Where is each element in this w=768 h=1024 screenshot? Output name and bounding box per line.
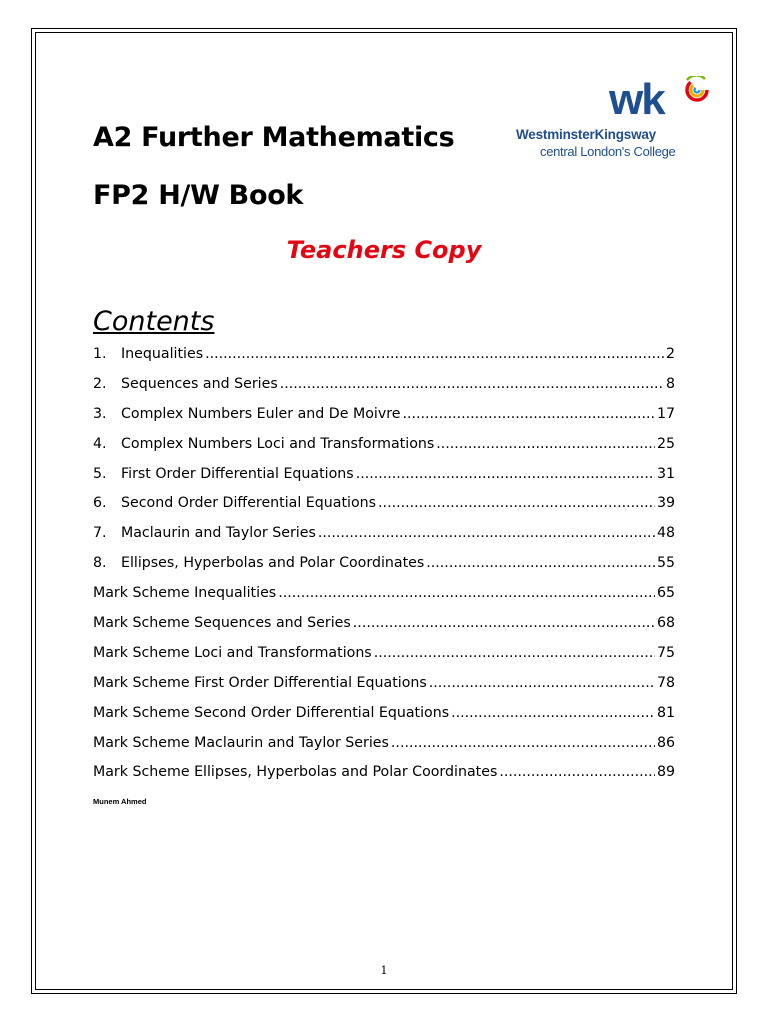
toc-entry-label[interactable]: Inequalities bbox=[121, 346, 204, 362]
toc-entry-label[interactable]: Mark Scheme First Order Differential Equations bbox=[93, 674, 427, 691]
college-name: WestminsterKingsway bbox=[516, 127, 656, 142]
logo-mark-text: wk bbox=[609, 76, 664, 120]
toc-leader-dots bbox=[426, 555, 655, 571]
toc-entry[interactable] bbox=[93, 406, 675, 436]
toc-leader-dots bbox=[378, 495, 655, 511]
toc-leader-dots bbox=[374, 645, 655, 661]
table-of-contents bbox=[93, 346, 675, 794]
toc-leader-dots bbox=[451, 705, 655, 721]
toc-entry-label[interactable]: First Order Differential Equations bbox=[121, 465, 354, 482]
toc-leader-dots bbox=[402, 406, 654, 422]
toc-entry-page[interactable]: 31 bbox=[656, 465, 675, 482]
toc-entry[interactable] bbox=[93, 555, 675, 585]
toc-entry-label[interactable]: Second Order Differential Equations bbox=[121, 495, 377, 512]
toc-entry-label[interactable]: Complex Numbers Euler and De Moivre bbox=[121, 405, 401, 422]
toc-entry-number: 5. bbox=[93, 465, 107, 482]
toc-entry-label[interactable]: Sequences and Series bbox=[121, 375, 278, 392]
toc-leader-dots bbox=[429, 675, 655, 691]
toc-entry[interactable] bbox=[93, 735, 675, 765]
toc-entry[interactable] bbox=[93, 615, 675, 645]
toc-entry-number: 4. bbox=[93, 435, 107, 452]
toc-entry-number: 7. bbox=[93, 525, 107, 542]
toc-entry-page[interactable]: 17 bbox=[656, 405, 675, 422]
toc-entry-page[interactable]: 75 bbox=[656, 644, 675, 661]
wkc-logo-mark bbox=[609, 76, 719, 120]
toc-entry[interactable] bbox=[93, 525, 675, 555]
contents-heading: Contents bbox=[93, 306, 215, 337]
toc-entry[interactable] bbox=[93, 705, 675, 735]
toc-entry-label[interactable]: Ellipses, Hyperbolas and Polar Coordinates bbox=[121, 555, 425, 572]
toc-entry-page[interactable]: 86 bbox=[656, 734, 675, 751]
toc-entry-page[interactable]: 2 bbox=[665, 346, 675, 362]
toc-entry-label[interactable]: Complex Numbers Loci and Transformations bbox=[121, 435, 435, 452]
toc-entry[interactable] bbox=[93, 466, 675, 496]
page-number: 1 bbox=[380, 964, 388, 977]
toc-entry-label[interactable]: Mark Scheme Inequalities bbox=[93, 585, 277, 602]
college-tagline: central London's College bbox=[540, 144, 676, 159]
toc-entry-page[interactable]: 48 bbox=[656, 525, 675, 542]
toc-leader-dots bbox=[280, 376, 664, 392]
toc-entry[interactable] bbox=[93, 764, 675, 794]
toc-leader-dots bbox=[499, 764, 655, 780]
toc-entry-page[interactable]: 89 bbox=[656, 764, 675, 781]
author-name: Munem Ahmed bbox=[93, 797, 147, 806]
toc-entry-number: 3. bbox=[93, 405, 107, 422]
toc-entry-page[interactable]: 68 bbox=[656, 615, 675, 632]
toc-entry-page[interactable]: 81 bbox=[656, 704, 675, 721]
toc-entry-label[interactable]: Mark Scheme Second Order Differential Equations bbox=[93, 704, 450, 721]
college-logo bbox=[514, 76, 690, 162]
toc-entry[interactable] bbox=[93, 585, 675, 615]
toc-entry[interactable] bbox=[93, 436, 675, 466]
toc-leader-dots bbox=[318, 525, 655, 541]
toc-entry-label[interactable]: Mark Scheme Ellipses, Hyperbolas and Polar Coordinates bbox=[93, 764, 498, 781]
toc-entry[interactable] bbox=[93, 376, 675, 406]
toc-entry-label[interactable]: Maclaurin and Taylor Series bbox=[121, 525, 316, 542]
toc-entry-label[interactable]: Mark Scheme Loci and Transformations bbox=[93, 644, 372, 661]
toc-entry-page[interactable]: 65 bbox=[656, 585, 675, 602]
toc-entry-number: 6. bbox=[93, 495, 107, 512]
toc-entry-page[interactable]: 25 bbox=[656, 435, 675, 452]
toc-entry-label[interactable]: Mark Scheme Maclaurin and Taylor Series bbox=[93, 734, 389, 751]
toc-entry-number: 2. bbox=[93, 375, 107, 392]
document-title: A2 Further Mathematics bbox=[93, 122, 455, 153]
toc-entry[interactable] bbox=[93, 495, 675, 525]
toc-entry[interactable] bbox=[93, 675, 675, 705]
toc-leader-dots bbox=[436, 436, 655, 452]
toc-leader-dots bbox=[391, 735, 655, 751]
toc-entry-page[interactable]: 55 bbox=[656, 555, 675, 572]
toc-leader-dots bbox=[356, 466, 655, 482]
document-subtitle-book: FP2 H/W Book bbox=[93, 180, 304, 211]
toc-entry[interactable] bbox=[93, 645, 675, 675]
toc-entry[interactable] bbox=[93, 346, 675, 376]
teachers-copy-label: Teachers Copy bbox=[286, 236, 482, 264]
toc-leader-dots bbox=[205, 346, 664, 362]
toc-leader-dots bbox=[278, 585, 655, 601]
toc-leader-dots bbox=[353, 615, 655, 631]
toc-entry-number: 8. bbox=[93, 555, 107, 572]
toc-entry-page[interactable]: 78 bbox=[656, 674, 675, 691]
toc-entry-label[interactable]: Mark Scheme Sequences and Series bbox=[93, 615, 351, 632]
toc-entry-page[interactable]: 8 bbox=[665, 375, 675, 392]
toc-entry-number: 1. bbox=[93, 346, 107, 362]
toc-entry-page[interactable]: 39 bbox=[656, 495, 675, 512]
